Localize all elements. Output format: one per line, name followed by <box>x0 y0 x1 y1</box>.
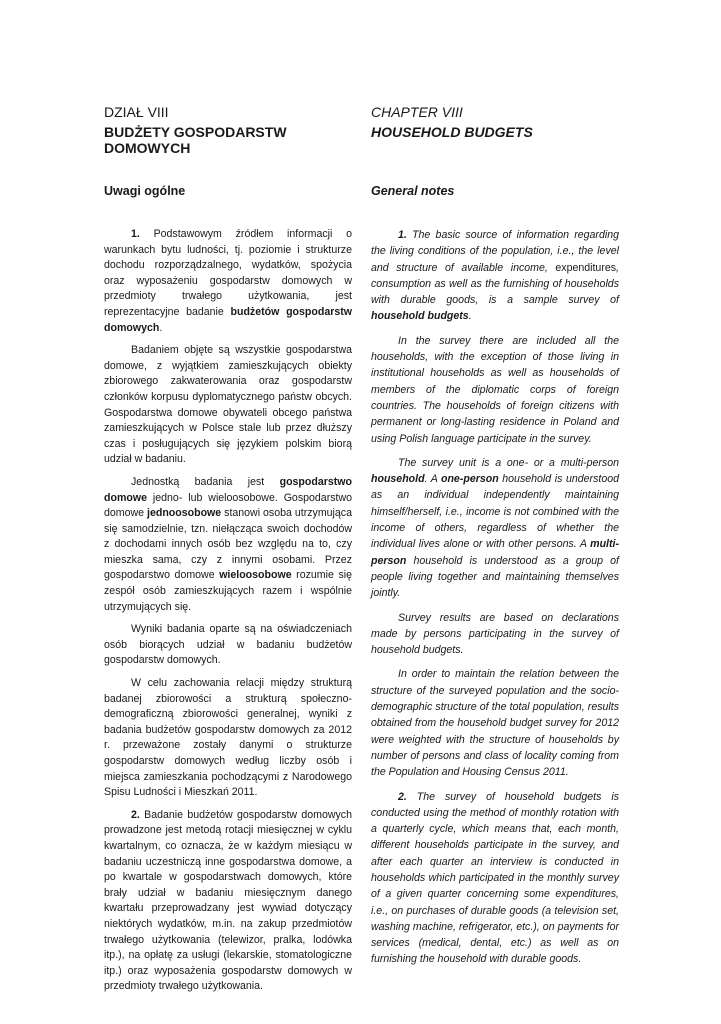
paragraph-pl-4: Wyniki badania oparte są na oświadczeniach osób biorących udział w badaniu budżetów gospodarstw domowych. <box>104 623 352 667</box>
term-bold: one-person <box>440 473 499 486</box>
para-number: 2. <box>131 808 140 821</box>
term-bold: household budgets <box>371 310 469 323</box>
term-bold: wieloosobowe <box>219 569 292 582</box>
polish-column <box>104 104 352 993</box>
chapter-title-pl: BUDŻETY GOSPODARSTW DOMOWYCH <box>104 124 287 156</box>
paragraph-en-4: Survey results are based on declarations made by persons participating in the survey of household budgets. <box>371 611 619 657</box>
para-number: 2. <box>398 790 407 803</box>
paragraph-en-1: 1. The basic source of information regarding the living conditions of the population, i.e., the level and structure of available income, expenditures, consumption as well as the furnishing of households with durable goods, is a sample survey of household budgets. <box>371 229 619 323</box>
english-column <box>371 104 620 966</box>
term-upright: expenditures <box>555 261 617 274</box>
chapter-number-pl: DZIAŁ VIII <box>104 104 169 120</box>
term-bold: household <box>371 473 425 486</box>
paragraph-pl-6: 2. Badanie budżetów gospodarstw domowych prowadzone jest metodą rotacji miesięcznej w cyklu kwartalnym, co oznacza, że w każdym miesiącu w badaniu uczestniczą inne gospodarstwa domowe, a po kwartale w gospodarstwach domowych, które brały udział w badaniu miesięcznym danego kwartału przeprowadzany jest wywiad dotyczący niektórych wydatków, m.in. na zakup przedmiotów trwałego użytkowania (telewizor, pralka, lodówka itp.), na opłatę za usługi (lekarskie, stomatologiczne itp.) oraz wyposażenia gospodarstw domowych w przedmioty trwałego użytkowania. <box>104 808 352 993</box>
notes-heading-pl: Uwagi ogólne <box>104 184 186 198</box>
paragraph-en-2: In the survey there are included all the households, with the exception of those living in institutional households as well as households of members of the diplomatic corps of foreign countries. The households of foreign citizens with permanent or long-lasting residence in Poland and using Polish language participate in the survey. <box>371 334 619 445</box>
paragraph-pl-5: W celu zachowania relacji między strukturą badanej zbiorowości a strukturą społeczno-demograficzną zbiorowości generalnej, wyniki z badania budżetów gospodarstw domowych za 2012 r. przeważone zostały danymi o strukturze gospodarstw domowych według liczby osób i miejsca zamieszkania pochodzącymi z Narodowego Spisu Ludności i Mieszkań 2011. <box>104 677 352 799</box>
paragraph-en-3: The survey unit is a one- or a multi-person household. A one-person household is understood as an individual independently maintaining himself/herself, i.e., income is not combined with the income of others, regardless of whether the individual lives alone or with other persons. A multi-person household is understood as a group of people living together and maintaining themselves jointly. <box>371 456 620 600</box>
paragraph-en-6: 2. The survey of household budgets is conducted using the method of monthly rotation with a quarterly cycle, which means that, each month, different households participate in the survey, and after each quarter an interview is conducted in households which participated in the monthly survey of a given quarter concerning some expenditures, i.e., on purchases of durable goods (a television set, washing machine, refrigerator, etc.), on payments for services (medical, dental, etc.) as well as on furnishing the household with durable goods. <box>371 790 619 966</box>
term-bold: multi-person <box>371 538 619 567</box>
para-number: 1. <box>398 229 407 241</box>
notes-heading-en: General notes <box>371 184 455 198</box>
term-bold: jednoosobowe <box>147 507 222 520</box>
term-bold: gospodarstwo domowe <box>104 475 352 504</box>
paragraph-pl-2: Badaniem objęte są wszystkie gospodarstwa domowe, z wyjątkiem zamieszkujących obiekty zbiorowego zakwaterowania oraz gospodarstw członków korpusu dyplomatycznego państw obcych. Gospodarstwa domowe obywateli obcego państwa zamieszkujących w Polsce stale lub przez dłuższy czas i posługujących się językiem polskim biorą udział w badaniu. <box>104 344 352 466</box>
para-number: 1. <box>131 228 140 240</box>
chapter-number-en: CHAPTER VIII <box>371 104 463 120</box>
chapter-title-en: HOUSEHOLD BUDGETS <box>371 124 533 140</box>
paragraph-en-5: In order to maintain the relation between the structure of the surveyed population and the socio-demographic structure of the total population, results obtained from the household budget survey for 2012 were weighted with the structure of households by number of persons and class of locality coming from the Population and Housing Census 2011. <box>371 668 619 779</box>
paragraph-pl-3: Jednostką badania jest gospodarstwo domowe jedno- lub wieloosobowe. Gospodarstwo domowe jednoosobowe stanowi osoba utrzymująca się samodzielnie, tzn. niełącząca swoich dochodów z dochodami innych osób bez względu na to, czy mieszka sama, czy z innymi osobami. Przez gospodarstwo domowe wieloosobowe rozumie się zespół osób zamieszkujących razem i wspólnie utrzymujących się. <box>104 475 352 613</box>
paragraph-pl-1: 1. Podstawowym źródłem informacji o warunkach bytu ludności, tj. poziomie i strukturze dochodu rozporządzalnego, wydatków, spożycia oraz wyposażeniu gospodarstw domowych w przedmioty trwałego użytkowania, jest reprezentacyjne badanie budżetów gospodarstw domowych. <box>104 228 352 334</box>
term-bold: budżetów gospodarstw domowych <box>104 305 352 334</box>
body-text-en <box>371 227 619 976</box>
body-text-pl <box>104 227 352 1002</box>
